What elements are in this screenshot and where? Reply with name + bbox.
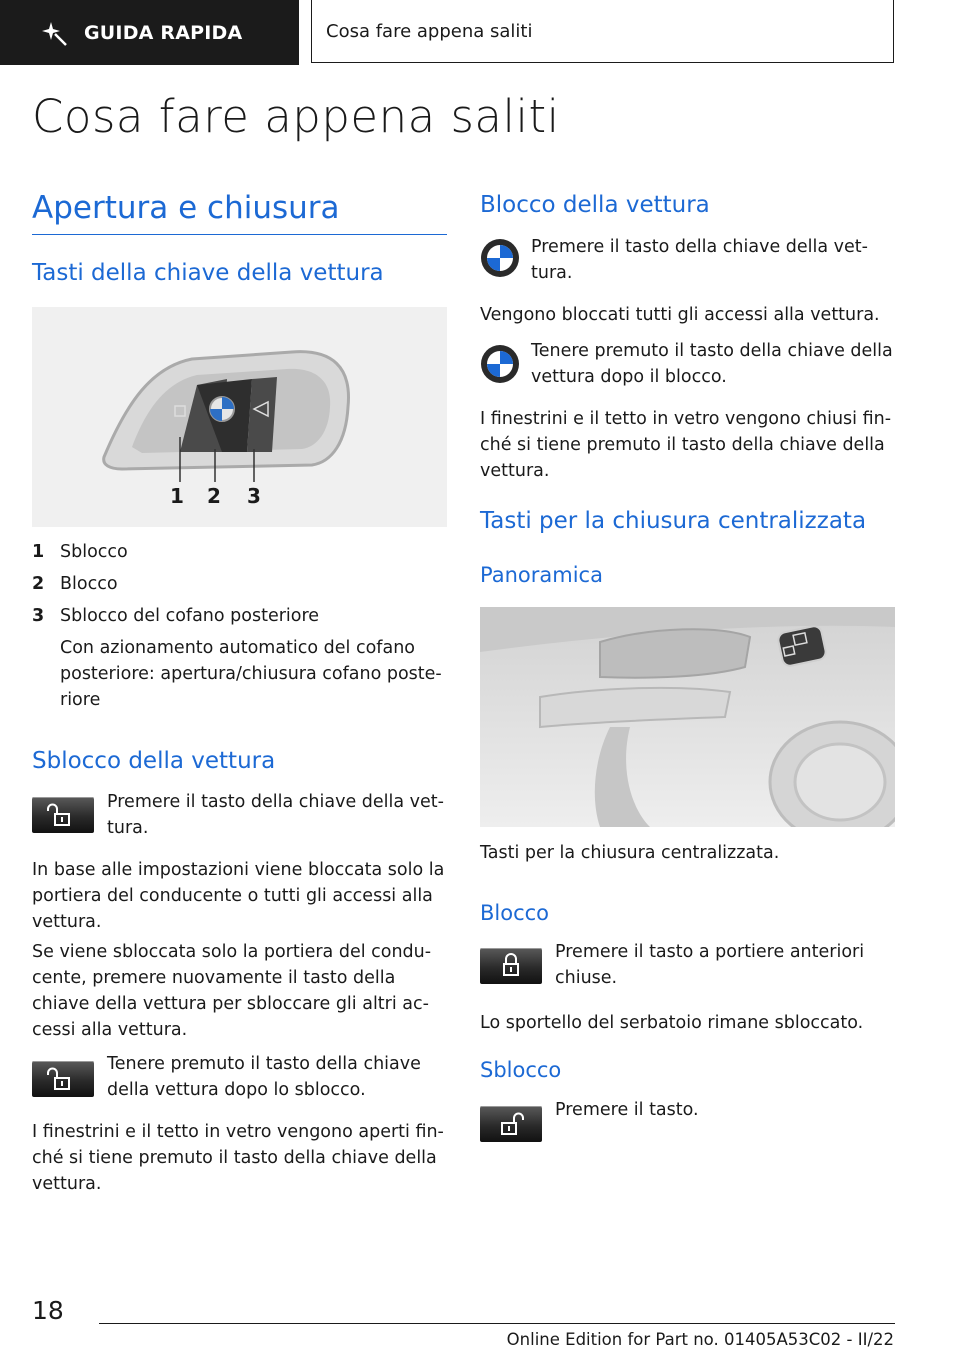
central-locking-heading: Tasti per la chiusura centralizzata [480, 508, 867, 534]
figure-label-3: 3 [247, 484, 261, 508]
legend-item: 2 Blocco [32, 574, 118, 594]
guide-star-icon [42, 20, 68, 46]
section-tab[interactable] [0, 0, 299, 65]
legend-item: 1 Sblocco [32, 542, 128, 562]
figure-caption: Tasti per la chiusura centralizzata. [480, 843, 780, 863]
chapter-tab[interactable] [311, 0, 894, 63]
car-key-illustration [32, 307, 447, 527]
lock-button-icon [480, 948, 542, 984]
unlock-instruction: Premere il tasto della chiave della vet- tura. [107, 792, 444, 838]
figure-label-2: 2 [207, 484, 221, 508]
legend-note: Con azionamento automatico del cofano posteriore: apertura/chiusura cofano poste- riore [60, 638, 442, 710]
figure-label-1: 1 [170, 484, 184, 508]
edition-note: Online Edition for Part no. 01405A53C02 - II/22 [506, 1330, 894, 1349]
keys-heading: Tasti della chiave della vettura [32, 260, 384, 286]
sblocco-heading: Sblocco [480, 1058, 562, 1082]
lock-hold-instruction: Tenere premuto il tasto della chiave della vettura dopo il blocco. [531, 341, 893, 387]
bmw-logo-icon [480, 344, 520, 384]
lock-heading: Blocco della vettura [480, 192, 710, 218]
blocco-heading: Blocco [480, 901, 550, 925]
overview-heading: Panoramica [480, 563, 603, 587]
sblocco-instruction: Premere il tasto. [555, 1100, 699, 1120]
lock-windows-paragraph: I finestrini e il tetto in vetro vengono chiusi fin- ché si tiene premuto il tasto della chiave della vettura. [480, 409, 892, 481]
unlock-button-icon [32, 1061, 94, 1097]
unlock-paragraph-2: Se viene sbloccata solo la portiera del condu- cente, premere nuovamente il tasto della chiave della vettura per sbloccare gli altri ac- cessi alla vettura. [32, 942, 432, 1040]
hold-instruction: Tenere premuto il tasto della chiave della vettura dopo lo sblocco. [107, 1054, 421, 1100]
unlock-heading: Sblocco della vettura [32, 748, 276, 774]
lock-instruction: Premere il tasto della chiave della vet- tura. [531, 237, 868, 283]
blocco-instruction: Premere il tasto a portiere anteriori chiuse. [555, 942, 865, 988]
unlock-button-icon [480, 1106, 542, 1142]
chapter-tab-label: Cosa fare appena saliti [326, 20, 533, 42]
windows-paragraph: I finestrini e il tetto in vetro vengono aperti fin- ché si tiene premuto il tasto della chiave della vettura. [32, 1122, 444, 1194]
key-legend [32, 539, 447, 713]
blocco-paragraph: Lo sportello del serbatoio rimane sbloccato. [480, 1013, 864, 1033]
page-title: Cosa fare appena saliti [32, 90, 560, 143]
unlock-paragraph-1: In base alle impostazioni viene bloccata solo la portiera del conducente o tutti gli accessi alla vettura. [32, 860, 445, 932]
footer-divider [99, 1323, 895, 1324]
section-heading: Apertura e chiusura [32, 190, 340, 226]
legend-item: 3 Sblocco del cofano posteriore [32, 606, 320, 626]
section-tab-label: GUIDA RAPIDA [84, 21, 243, 44]
page-number: 18 [32, 1296, 64, 1325]
section-divider [32, 234, 447, 235]
bmw-logo-icon [480, 238, 520, 278]
door-panel-illustration [480, 607, 895, 827]
lock-paragraph: Vengono bloccati tutti gli accessi alla vettura. [480, 305, 880, 325]
unlock-button-icon [32, 797, 94, 833]
